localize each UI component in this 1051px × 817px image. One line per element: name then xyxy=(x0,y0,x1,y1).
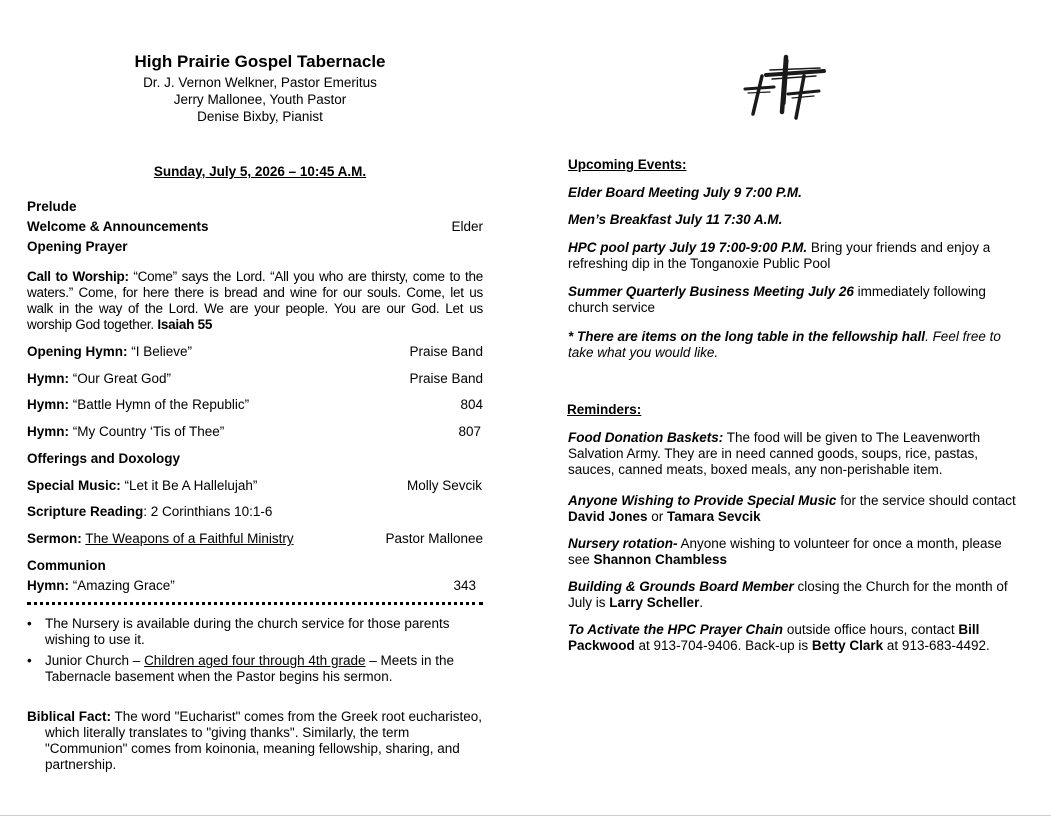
nursery-rotation-reminder xyxy=(568,536,1026,568)
hymn-number: 807 xyxy=(458,424,481,439)
building-grounds-reminder xyxy=(568,579,1026,611)
hymn-label: Hymn: xyxy=(27,371,70,386)
welcome-leader: Elder xyxy=(451,219,483,234)
church-header xyxy=(27,52,493,125)
call-to-worship-label: Call to Worship: xyxy=(27,269,129,284)
upcoming-events-heading: Upcoming Events: xyxy=(568,157,687,172)
opening-hymn-row xyxy=(27,344,483,360)
pool-party-title: HPC pool party July 19 7:00-9:00 P.M. xyxy=(568,240,808,255)
food-donation-reminder xyxy=(568,430,988,478)
prayer-chain-reminder xyxy=(568,622,1026,654)
closing-hymn-title: “Amazing Grace” xyxy=(69,578,175,593)
building-grounds-title: Building & Grounds Board Member xyxy=(568,579,794,594)
contact-name: Betty Clark xyxy=(811,638,884,653)
junior-church-suffix: – Meets in the Tabernacle basement when the Pastor begins his sermon. xyxy=(45,653,455,684)
opening-hymn-leader: Praise Band xyxy=(409,344,483,359)
prelude: Prelude xyxy=(27,199,77,214)
building-grounds-end: . xyxy=(699,595,704,610)
welcome-label: Welcome & Announcements xyxy=(27,219,209,234)
junior-church-prefix: Junior Church – xyxy=(45,653,145,668)
special-music-or: or xyxy=(647,509,668,524)
contact-name: Larry Scheller xyxy=(609,595,700,610)
scripture-text: : 2 Corinthians 10:1-6 xyxy=(143,504,273,519)
scripture-row xyxy=(27,504,483,520)
nursery-rotation-text: Anyone wishing to volunteer for once a month, please see xyxy=(568,536,1002,567)
opening-hymn-title: “I Believe” xyxy=(127,344,193,359)
contact-name: Shannon Chambless xyxy=(593,552,728,567)
staff-pastor-emeritus: Dr. J. Vernon Welkner, Pastor Emeritus xyxy=(143,75,377,90)
fellowship-items-note xyxy=(568,329,1026,361)
hymn-row xyxy=(27,424,483,440)
hymn-label: Hymn: xyxy=(27,397,70,412)
special-music-label: Special Music: xyxy=(27,478,121,493)
hymn-title: “Battle Hymn of the Republic” xyxy=(69,397,250,412)
opening-prayer: Opening Prayer xyxy=(27,239,128,254)
nursery-rotation-title: Nursery rotation- xyxy=(568,536,678,551)
sermon-row xyxy=(27,531,483,547)
staff-pianist: Denise Bixby, Pianist xyxy=(197,109,323,124)
business-meeting-title: Summer Quarterly Business Meeting July 26 xyxy=(568,284,854,299)
three-crosses-icon xyxy=(740,54,830,124)
page-bottom-border xyxy=(0,815,1051,816)
special-music-text: for the service should contact xyxy=(836,493,1016,508)
closing-hymn-row xyxy=(27,578,483,594)
call-to-worship-reference: Isaiah 55 xyxy=(157,317,213,332)
building-grounds-text: closing the Church for the month of July is xyxy=(568,579,1008,610)
elder-board-event: Elder Board Meeting July 9 7:00 P.M. xyxy=(568,185,802,200)
hymn-title: “My Country ‘Tis of Thee” xyxy=(69,424,225,439)
junior-church-note xyxy=(27,653,483,685)
hymn-row xyxy=(27,371,483,387)
welcome-row xyxy=(27,219,483,235)
communion: Communion xyxy=(27,558,106,573)
contact-name: Tamara Sevcik xyxy=(667,509,761,524)
food-donation-text: The food will be given to The Leavenworth Salvation Army. They are in need canned goods, soups, rice, pastas, sauces, canned meats, boxed meals, any non-perishable item. xyxy=(568,430,981,477)
staff-youth-pastor: Jerry Mallonee, Youth Pastor xyxy=(173,92,347,107)
fellowship-items-title: * There are items on the long table in the fellowship hall xyxy=(568,329,926,344)
dotted-divider xyxy=(27,602,483,605)
junior-church-ages: Children aged four through 4th grade xyxy=(144,653,366,668)
hymn-row xyxy=(27,397,483,413)
opening-hymn-label: Opening Hymn: xyxy=(27,344,128,359)
closing-hymn-number: 343 xyxy=(453,578,476,593)
food-donation-title: Food Donation Baskets: xyxy=(568,430,724,445)
scripture-label: Scripture Reading xyxy=(27,504,144,519)
contact-name: Bill Packwood xyxy=(568,622,980,653)
reminders-heading: Reminders: xyxy=(567,402,642,417)
church-name: High Prairie Gospel Tabernacle xyxy=(134,52,386,71)
business-meeting-event xyxy=(568,284,1026,316)
sermon-label: Sermon: xyxy=(27,531,82,546)
sermon-leader: Pastor Mallonee xyxy=(385,531,483,546)
service-date: Sunday, July 5, 2026 – 10:45 A.M. xyxy=(153,164,367,179)
hymn-leader: Praise Band xyxy=(409,371,483,386)
nursery-note-text: The Nursery is available during the church service for those parents wishing to use it. xyxy=(45,616,450,647)
special-music-title: Anyone Wishing to Provide Special Music xyxy=(568,493,837,508)
sermon-title: The Weapons of a Faithful Ministry xyxy=(85,531,294,546)
hymn-label: Hymn: xyxy=(27,424,70,439)
mens-breakfast-event: Men’s Breakfast July 11 7:30 A.M. xyxy=(568,212,783,227)
offerings: Offerings and Doxology xyxy=(27,451,181,466)
business-meeting-text: immediately following church service xyxy=(568,284,986,315)
special-music-reminder xyxy=(568,493,1026,525)
special-music-title: “Let it Be A Hallelujah” xyxy=(120,478,258,493)
prayer-chain-title: To Activate the HPC Prayer Chain xyxy=(568,622,784,637)
call-to-worship xyxy=(27,269,483,333)
call-to-worship-text: “Come” says the Lord. “All you who are thirsty, come to the waters.” Come, for here there is bread and wine for our souls. Come, let us walk in the way of the Lord. We are your people. You are our God. Let us worship God together. xyxy=(27,269,484,332)
special-music-row xyxy=(27,478,483,494)
biblical-fact-text: The word "Eucharist" comes from the Greek root eucharisteo, which literally translates to "giving thanks". Similarly, the term "Communion" comes from koinonia, meaning fellowship, sharing, and partnership. xyxy=(45,709,483,772)
biblical-fact xyxy=(27,709,483,773)
hymn-title: “Our Great God” xyxy=(69,371,172,386)
prayer-chain-text2: at 913-704-9406. Back-up is xyxy=(634,638,812,653)
hymn-number: 804 xyxy=(460,397,483,412)
biblical-fact-label: Biblical Fact: xyxy=(27,709,112,724)
nursery-note xyxy=(27,616,483,648)
contact-name: David Jones xyxy=(568,509,648,524)
special-music-leader: Molly Sevcik xyxy=(406,478,482,493)
pool-party-event xyxy=(568,240,1026,272)
pool-party-text: Bring your friends and enjoy a refreshing dip in the Tonganoxie Public Pool xyxy=(568,240,991,271)
prayer-chain-text3: at 913-683-4492. xyxy=(883,638,990,653)
fellowship-items-text: . Feel free to take what you would like. xyxy=(568,329,1001,360)
prayer-chain-text: outside office hours, contact xyxy=(783,622,959,637)
closing-hymn-label: Hymn: xyxy=(27,578,70,593)
